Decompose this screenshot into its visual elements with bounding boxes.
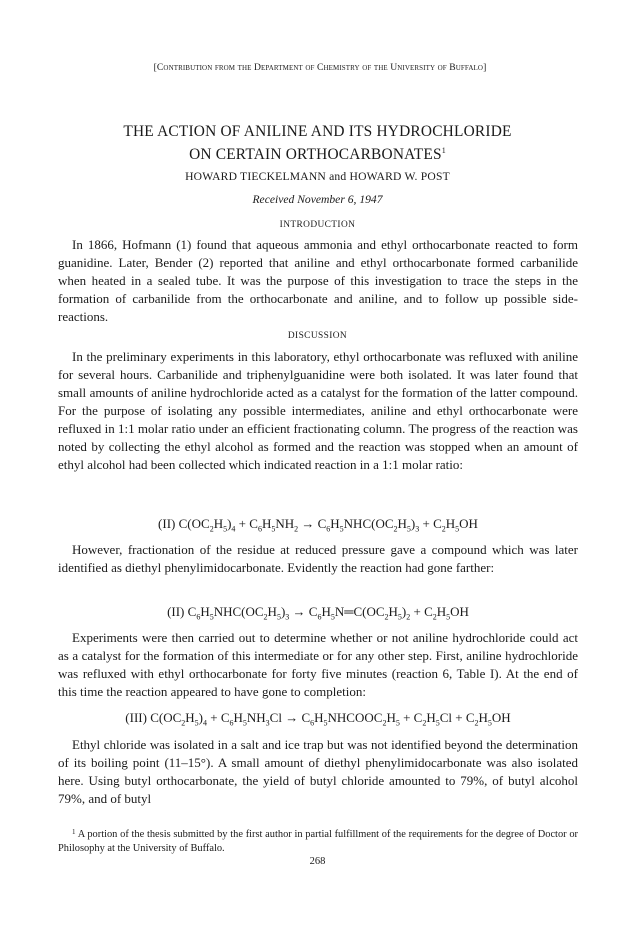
introduction-text: In 1866, Hofmann (1) found that aqueous ammonia and ethyl orthocarbonate reacted to form guanidine. Later, Bender (2) reported that aniline and ethyl orthocarbonate formed carbanilide when heated in a sealed tube. It was the purpose of this investigation to trace the steps in the formation of carbanilide from the orthocarbonate and aniline, and to follow up possible side-reactions. — [58, 237, 578, 324]
discussion-text-4: Ethyl chloride was isolated in a salt and ice trap but was not identified beyond the determination of its boiling point (11–15°). A small amount of diethyl phenylimidocarbonate was also isolated here. Using butyl orthocarbonate, the yield of butyl chloride amounted to 79%, of butyl alcohol 79%, and of butyl — [58, 737, 578, 806]
page-number: 268 — [309, 856, 326, 867]
discussion-paragraph-2 — [58, 541, 578, 577]
discussion-text-2: However, fractionation of the residue at reduced pressure gave a compound which was later identified as diethyl phenylimidocarbonate. Evidently the reaction had gone farther: — [58, 542, 578, 575]
title-footnote-marker: 1 — [441, 146, 446, 155]
discussion-text-1: In the preliminary experiments in this laboratory, ethyl orthocarbonate was refluxed with aniline for several hours. Carbanilide and triphenylguanidine were both isolated. It was later found that small amounts of aniline hydrochloride acted as a catalyst for the formation of the latter compound. For the purpose of isolating any possible intermediates, aniline and ethyl orthocarbonate were refluxed in 1:1 molar ratio under an efficient fractionating column. The progress of the reaction was noted by collecting the ethyl alcohol as formed and the reaction was stopped when an amount of ethyl alcohol had been collected which indicated reaction in a 1:1 molar ratio: — [58, 349, 578, 472]
discussion-heading: DISCUSSION — [287, 331, 348, 341]
equation-4: (III) $C(OC_2H_5)_4 + C_6H_5NH_3Cl$ → $C_6H_5NHCOOC_2H_5 + C_2H_5Cl + C_2H_5OH$ — [125, 710, 511, 728]
discussion-paragraph-3 — [58, 629, 578, 701]
equation-2-label: (II) — [158, 516, 176, 531]
article-title — [60, 122, 575, 164]
introduction-heading: INTRODUCTION — [279, 220, 356, 230]
title-line-2 — [60, 141, 575, 164]
footnote — [58, 825, 578, 856]
footnote-text: A portion of the thesis submitted by the first author in partial fulfillment of the requirements for the degree of Doctor or Philosophy at the University of Buffalo. — [58, 829, 578, 854]
equation-3-label: (II) — [167, 604, 185, 619]
equation-4-label: (III) — [125, 710, 147, 725]
contribution-header: [Contribution from the Department of Chemistry of the University of Buffalo] — [153, 62, 487, 73]
discussion-paragraph-4 — [58, 736, 578, 808]
title-line-1: THE ACTION OF ANILINE AND ITS HYDROCHLORIDE — [123, 123, 512, 140]
title-line-2-text: ON CERTAIN ORTHOCARBONATES — [189, 146, 442, 163]
footnote-marker: 1 — [72, 828, 76, 836]
discussion-paragraph-1 — [58, 348, 578, 474]
discussion-text-3: Experiments were then carried out to determine whether or not aniline hydrochloride could act as a catalyst for the formation of this intermediate or for any other step. First, aniline hydrochloride was refluxed with ethyl orthocarbonate for forty five minutes (reaction 6, Table I). At the end of this time the reaction appeared to have gone to completion: — [58, 630, 578, 699]
introduction-paragraph — [58, 236, 578, 326]
footnote-body — [58, 825, 578, 856]
equation-3: (II) $C_6H_5NHC(OC_2H_5)_3$ → $C_6H_5N═C(OC_2H_5)_2 + C_2H_5OH$ — [167, 604, 469, 622]
equation-2: (II) $C(OC_2H_5)_4 + C_6H_5NH_2 \to C_6H_5NHC(OC_2H_5)_3 + C_2H_5OH$ — [158, 516, 478, 534]
author-line: HOWARD TIECKELMANN and HOWARD W. POST — [185, 170, 450, 183]
received-date: Received November 6, 1947 — [252, 193, 383, 206]
